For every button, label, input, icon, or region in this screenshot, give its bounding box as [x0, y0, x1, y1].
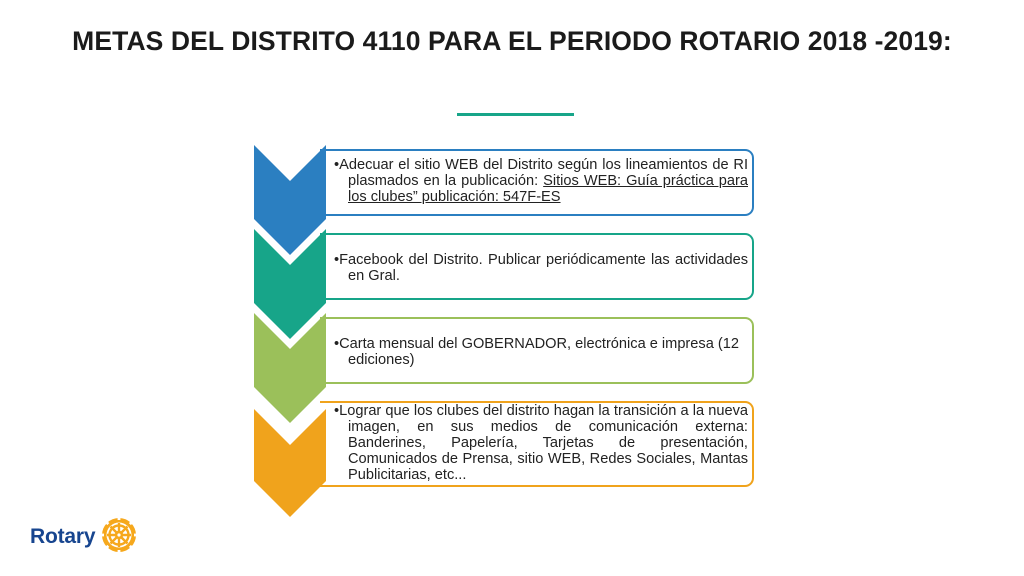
step-3-chevron	[254, 313, 326, 423]
step-1-text	[334, 157, 748, 205]
step-4-box	[320, 401, 754, 487]
step-4-text-main: •Lograr que los clubes del distrito hagan la transición a la nueva imagen, en sus medios de comunicación externa: Banderines, Papelería, Tarjetas de presentación, Comunicados de Prensa, sitio WEB, Redes Sociales, Mantas Publicitarias, etc...	[334, 403, 748, 483]
step-3-text-main: •Carta mensual del GOBERNADOR, electrónica e impresa (12 ediciones)	[334, 336, 739, 368]
step-3-box	[320, 317, 754, 384]
step-1-box	[320, 149, 754, 216]
step-2-box	[320, 233, 754, 300]
rotary-logo	[30, 516, 150, 558]
step-2-text	[334, 252, 748, 284]
step-2-text-main: •Facebook del Distrito. Publicar periódicamente las actividades en Gral.	[334, 252, 748, 284]
rotary-wheel-icon	[99, 515, 139, 560]
rotary-wordmark: Rotary	[30, 525, 96, 548]
step-1-text-link: Sitios WEB: Guía práctica para los clubes” publicación: 547F-ES	[348, 173, 748, 205]
step-1-text-main: •Adecuar el sitio WEB del Distrito según los lineamientos de RI plasmados en la publicación:	[334, 157, 748, 189]
step-3-text	[334, 336, 748, 368]
slide-title: METAS DEL DISTRITO 4110 PARA EL PERIODO ROTARIO 2018 -2019:	[72, 26, 952, 56]
step-4-text	[334, 403, 748, 483]
step-4-chevron	[254, 409, 326, 519]
